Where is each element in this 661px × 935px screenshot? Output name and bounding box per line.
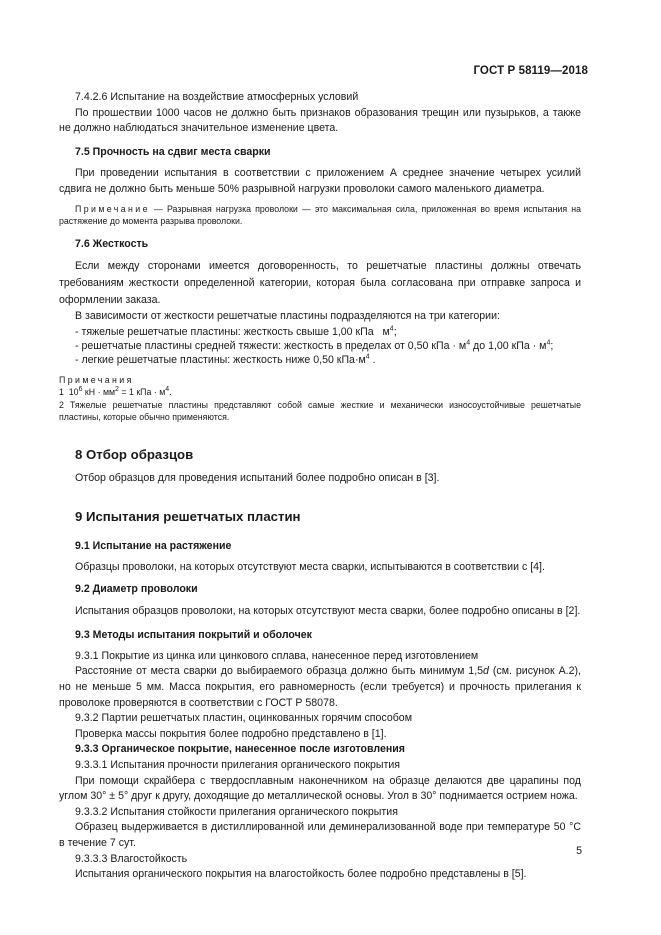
paragraph: Расстояние от места сварки до выбираемого образца должно быть минимум 1,5d (см. рисунок А.2), но не меньше 5 мм. Масса покрытия, его равномерность (если требуется) и прочность прилегания к проволоке проверяются в соответствии с ГОСТ Р 58078.	[59, 665, 581, 709]
paragraph: Испытания образцов проволоки, на которых отсутствуют места сварки, более подробно описаны в [2].	[75, 605, 581, 618]
paragraph: Испытания органического покрытия на влагостойкость более подробно представлены в [5].	[75, 868, 527, 881]
paragraph: 9.3.3.1 Испытания прочности прилегания органического покрытия	[75, 759, 400, 772]
paragraph: 9.3.1 Покрытие из цинка или цинкового сплава, нанесенное перед изготовлением	[75, 649, 479, 662]
note: 1 $10^6$ кН · $мм^2 = 1$ кПа · $м^4$.	[59, 386, 172, 398]
paragraph: 9.3.2 Партии решетчатых пластин, оцинкованных горячим способом	[75, 712, 412, 725]
section-heading: 9.3 Методы испытания покрытий и оболочек	[75, 629, 312, 642]
paragraph: При помощи скрайбера с твердосплавным наконечником на образце делаются две царапины под углом 30° ± 5° друг к другу, доходящие до металлической основы. Угол в 30° поднимается острием ножа.	[59, 774, 581, 803]
note: Примечание — Разрывная нагрузка проволоки — это максимальная сила, приложенная во время испытания на растяжение до момента разрыва проволоки.	[59, 203, 581, 227]
chapter-heading: 9 Испытания решетчатых пластин	[75, 508, 301, 524]
paragraph: 9.3.3.3 Влагостойкость	[75, 852, 188, 865]
paragraph: Отбор образцов для проведения испытаний более подробно описан в [3].	[75, 471, 440, 484]
list-item: - легкие решетчатые пластины: жесткость ниже 0,50 $кПа\cdot м^4$ .	[75, 353, 376, 367]
paragraph: 7.4.2.6 Испытание на воздействие атмосферных условий	[75, 91, 359, 103]
paragraph: В зависимости от жесткости решетчатые пластины подразделяются на три категории:	[75, 310, 500, 323]
paragraph: 9.3.3.2 Испытания стойкости прилегания органического покрытия	[75, 805, 398, 818]
paragraph: Образец выдерживается в дистиллированной или деминерализованной воде при температуре 50 °С в течение 7 сут.	[59, 821, 581, 850]
section-heading: 9.1 Испытание на растяжение	[75, 539, 232, 552]
list-item: - тяжелые решетчатые пластины: жесткость свыше 1,00 кПа $м^4$;	[75, 325, 397, 338]
list-item: - решетчатые пластины средней тяжести: жесткость в пределах от 0,50 кПа · $м^4$ до 1,00 кПа · $м^4$;	[75, 339, 554, 353]
paragraph: Образцы проволоки, на которых отсутствуют места сварки, испытываются в соответствии с [4].	[75, 561, 545, 574]
section-heading: 7.5 Прочность на сдвиг места сварки	[75, 145, 271, 158]
section-heading: 9.2 Диаметр проволоки	[75, 582, 198, 595]
paragraph: Если между сторонами имеется договоренность, то решетчатые пластины должны отвечать требованиям жесткости определенной категории, которая была согласована при отправке запроса и оформлении заказа.	[59, 260, 581, 307]
section-heading: 7.6 Жесткость	[75, 237, 149, 250]
section-heading: 9.3.3 Органическое покрытие, нанесенное после изготовления	[75, 743, 405, 756]
page-number: 5	[576, 845, 582, 857]
note: 2 Тяжелые решетчатые пластины представляют собой самые жесткие и механически износоустойчивые решетчатые пластины, которые обычно применяются.	[59, 399, 581, 423]
document-body	[59, 90, 581, 883]
notes-heading: Примечания	[59, 374, 134, 385]
standard-header: ГОСТ Р 58119—2018	[473, 65, 588, 77]
paragraph: По прошествии 1000 часов не должно быть признаков образования трещин или пузырьков, а также не должно наблюдаться значительное изменение цвета.	[59, 106, 581, 135]
paragraph: Проверка массы покрытия более подробно представлено в [1].	[75, 727, 387, 740]
paragraph: При проведении испытания в соответствии с приложением А среднее значение четырех усилий сдвига не должно быть меньше 50% разрывной нагрузки проволоки самого маленького диаметра.	[59, 167, 581, 195]
chapter-heading: 8 Отбор образцов	[75, 446, 194, 462]
